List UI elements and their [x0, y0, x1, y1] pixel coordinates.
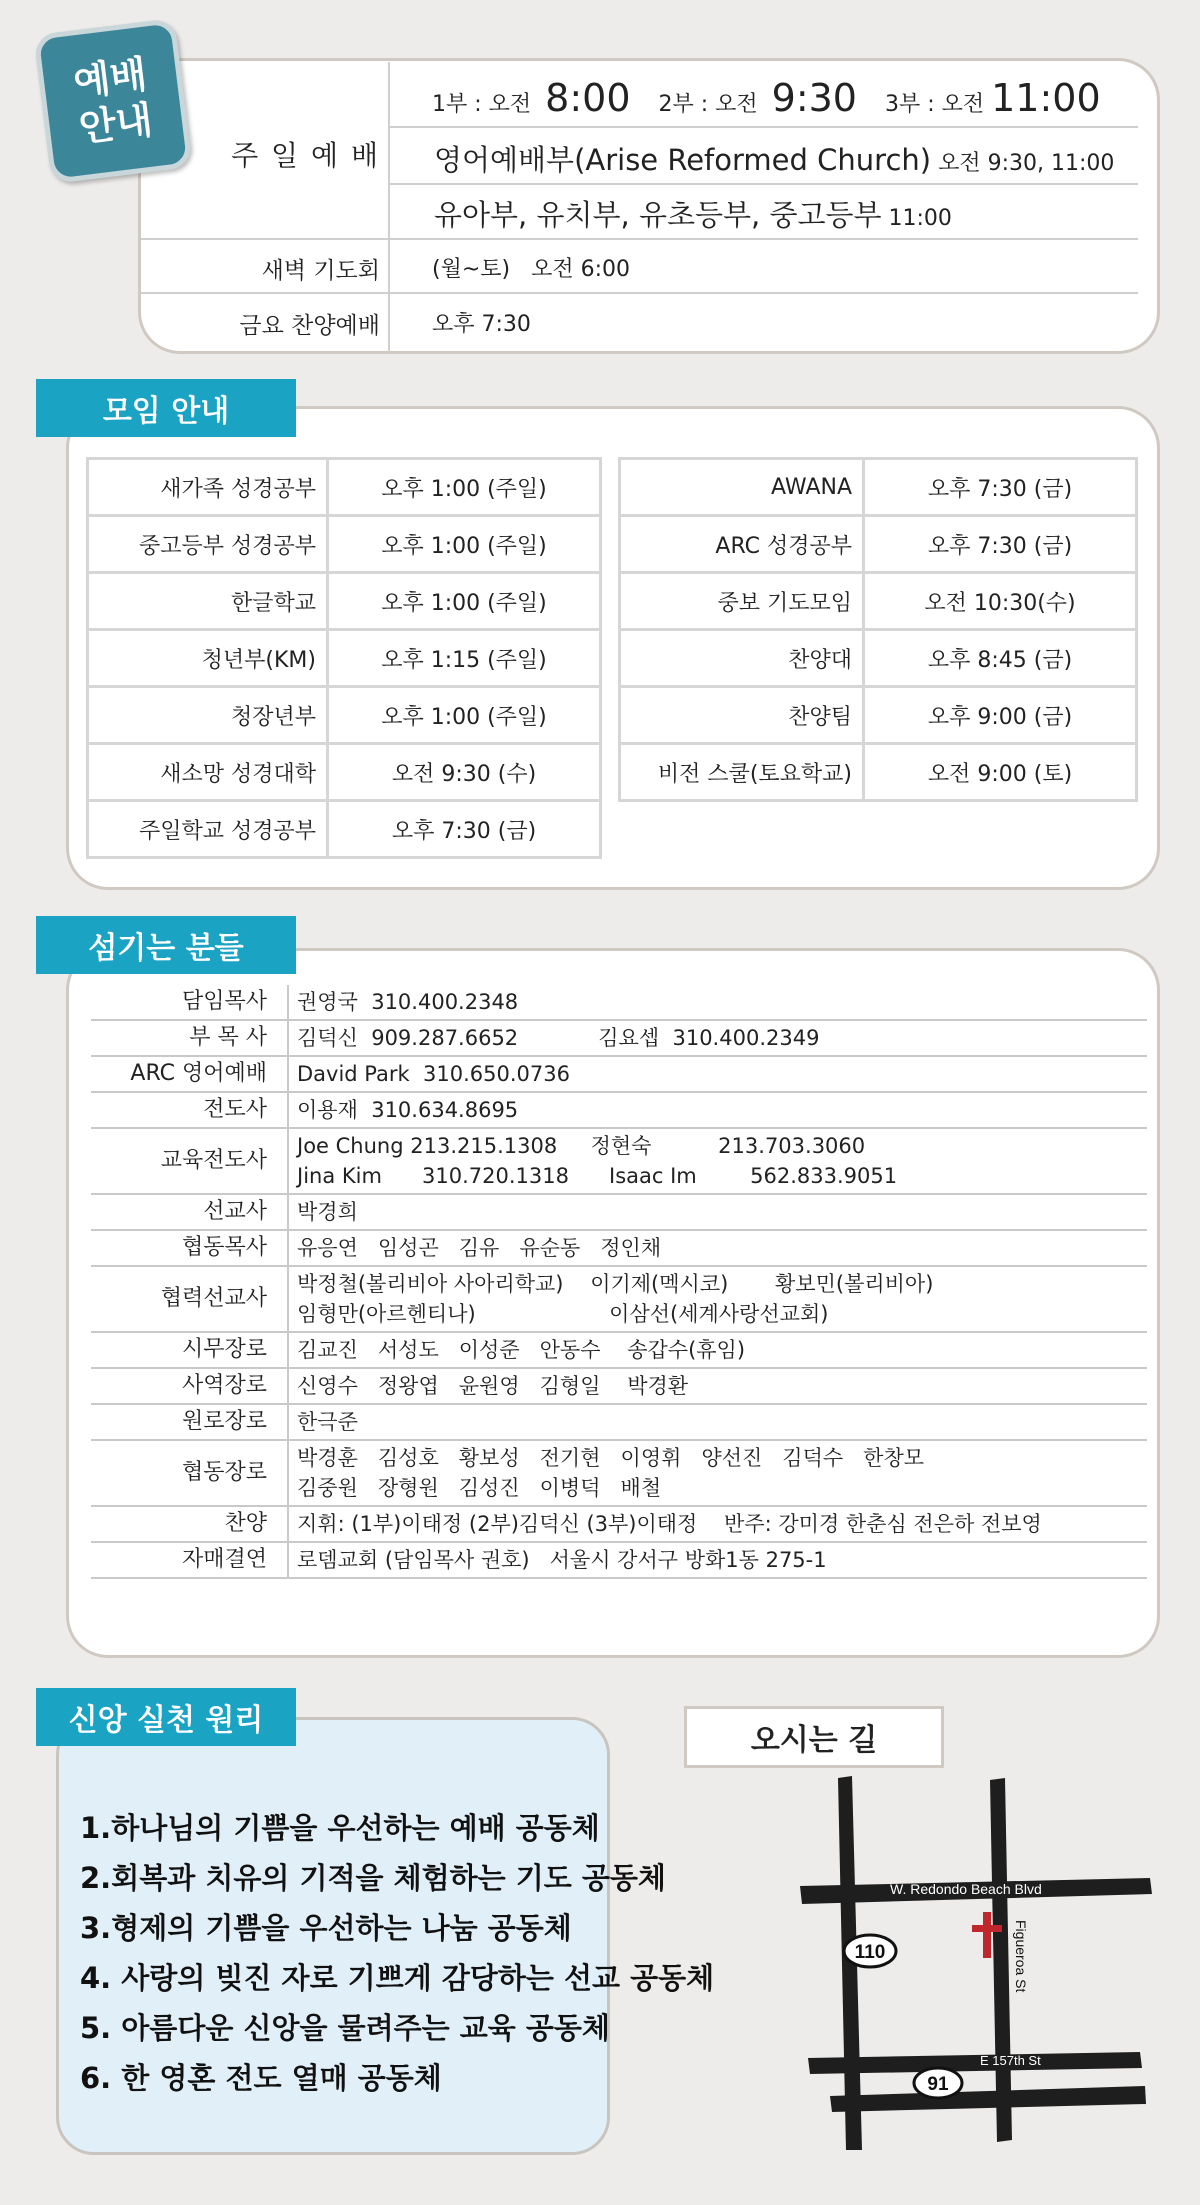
staff-line: 한극준	[297, 1410, 358, 1434]
meeting-name: 청년부(KM)	[88, 630, 328, 687]
staff-line: 김덕신 909.287.6652 김요셉 310.400.2349	[297, 1026, 820, 1050]
dawn-time: 오전 6:00	[531, 257, 630, 282]
staff-row	[91, 1056, 1147, 1092]
faith-item: 4. 사랑의 빚진 자로 기쁘게 감당하는 선교 공동체	[80, 1961, 715, 1995]
road-91-freeway	[830, 2086, 1146, 2112]
faith-title: 신앙 실천 원리	[36, 1688, 296, 1746]
faith-item: 3.형제의 기쁨을 우선하는 나눔 공동체	[80, 1911, 572, 1945]
meeting-time: 오후 1:00 (주일)	[328, 516, 601, 573]
meeting-name: 새가족 성경공부	[88, 459, 328, 516]
service2-label: 2부 : 오전	[658, 92, 758, 117]
meeting-row	[620, 573, 1137, 630]
staff-line: 박경희	[297, 1200, 358, 1224]
staff-role: 선교사	[91, 1194, 288, 1230]
staff-role: 찬양	[91, 1506, 288, 1542]
staff-names	[288, 1404, 1147, 1440]
meetings-table-right	[618, 457, 1138, 802]
staff-line: Jina Kim 310.720.1318 Isaac Im 562.833.9051	[297, 1164, 898, 1188]
meetings-title: 모임 안내	[36, 379, 296, 437]
faith-item: 2.회복과 치유의 기적을 체험하는 기도 공동체	[80, 1861, 666, 1895]
service2-time: 9:30	[771, 76, 857, 120]
meeting-row	[88, 516, 601, 573]
meeting-name: 주일학교 성경공부	[88, 801, 328, 858]
staff-line: 이용재 310.634.8695	[297, 1098, 519, 1122]
staff-names	[288, 985, 1147, 1020]
staff-names	[288, 1194, 1147, 1230]
staff-role: 담임목사	[91, 985, 288, 1020]
meeting-name: 중고등부 성경공부	[88, 516, 328, 573]
english-service-name: 영어예배부(Arise Reformed Church)	[434, 143, 932, 177]
staff-line: 박경훈 김성호 황보성 전기현 이영휘 양선진 김덕수 한창모	[297, 1446, 925, 1470]
meeting-name: 한글학교	[88, 573, 328, 630]
staff-row	[91, 985, 1147, 1020]
street-label-figueroa: Figueroa St	[1013, 1920, 1029, 1993]
faith-item: 6. 한 영혼 전도 열매 공동체	[80, 2061, 442, 2095]
staff-names	[288, 1092, 1147, 1128]
street-label-redondo: W. Redondo Beach Blvd	[890, 1881, 1042, 1897]
meeting-row	[88, 459, 601, 516]
staff-names	[288, 1230, 1147, 1266]
children-time: 11:00	[888, 206, 952, 231]
worship-row-divider	[390, 126, 1138, 128]
staff-row	[91, 1194, 1147, 1230]
staff-role: 협력선교사	[91, 1266, 288, 1332]
meeting-row	[620, 459, 1137, 516]
friday-worship-label: 금요 찬양예배	[239, 313, 380, 339]
meeting-row	[88, 573, 601, 630]
meeting-name: 찬양팀	[620, 687, 864, 744]
service-times	[432, 76, 1101, 120]
meeting-name: AWANA	[620, 459, 864, 516]
staff-names	[288, 1368, 1147, 1404]
worship-row-divider	[141, 292, 1138, 294]
meeting-time: 오후 7:30 (금)	[328, 801, 601, 858]
staff-line: 임형만(아르헨티나) 이삼선(세계사랑선교회)	[297, 1302, 829, 1326]
meeting-time: 오전 10:30(수)	[864, 573, 1137, 630]
staff-role: 교육전도사	[91, 1128, 288, 1194]
meeting-time: 오후 7:30 (금)	[864, 516, 1137, 573]
staff-names	[288, 1440, 1147, 1506]
staff-row	[91, 1542, 1147, 1578]
faith-item: 1.하나님의 기쁨을 우선하는 예배 공동체	[80, 1811, 600, 1845]
directions-title: 오시는 길	[684, 1706, 944, 1768]
staff-line: 지휘: (1부)이태정 (2부)김덕신 (3부)이태정 반주: 강미경 한춘심 전은하 전보영	[297, 1512, 1042, 1536]
street-label-157th: E 157th St	[980, 2053, 1041, 2068]
freeway-91-label: 91	[927, 2074, 949, 2095]
worship-divider	[388, 62, 390, 352]
staff-line: 신영수 정왕엽 윤원영 김형일 박경환	[297, 1374, 689, 1398]
meeting-time: 오후 1:00 (주일)	[328, 573, 601, 630]
meeting-time: 오후 1:00 (주일)	[328, 687, 601, 744]
staff-role: 협동장로	[91, 1440, 288, 1506]
children-services	[434, 193, 952, 234]
staff-row	[91, 1266, 1147, 1332]
staff-line: 로뎀교회 (담임목사 권호) 서울시 강서구 방화1동 275-1	[297, 1548, 827, 1572]
staff-row	[91, 1128, 1147, 1194]
staff-row	[91, 1404, 1147, 1440]
meeting-row	[620, 630, 1137, 687]
service3-label: 3부 : 오전	[884, 92, 985, 117]
staff-role: 자매결연	[91, 1542, 288, 1578]
meeting-time: 오후 1:15 (주일)	[328, 630, 601, 687]
meeting-row	[88, 744, 601, 801]
staff-names	[288, 1266, 1147, 1332]
staff-line: 김중원 장형원 김성진 이병덕 배철	[297, 1476, 662, 1500]
staff-names	[288, 1128, 1147, 1194]
dawn-prayer-time	[432, 252, 630, 283]
staff-role: 협동목사	[91, 1230, 288, 1266]
church-cross-icon	[983, 1912, 991, 1958]
staff-line: 박정철(볼리비아 사아리학교) 이기제(멕시코) 황보민(볼리비아)	[297, 1272, 934, 1296]
staff-row	[91, 1332, 1147, 1368]
staff-line: David Park 310.650.0736	[297, 1062, 570, 1086]
staff-role: 전도사	[91, 1092, 288, 1128]
staff-role: ARC 영어예배	[91, 1056, 288, 1092]
meeting-row	[620, 744, 1137, 801]
worship-badge-line-2: 안내	[76, 97, 155, 151]
meeting-time: 오전 9:30 (수)	[328, 744, 601, 801]
meeting-row	[88, 801, 601, 858]
meeting-time: 오전 9:00 (토)	[864, 744, 1137, 801]
staff-role: 사역장로	[91, 1368, 288, 1404]
meeting-name: 찬양대	[620, 630, 864, 687]
meeting-time: 오후 9:00 (금)	[864, 687, 1137, 744]
church-cross-icon	[972, 1925, 1002, 1932]
meeting-row	[620, 687, 1137, 744]
friday-worship-time: 오후 7:30	[432, 312, 531, 337]
staff-line: 권영국 310.400.2348	[297, 990, 519, 1014]
staff-row	[91, 1368, 1147, 1404]
meeting-time: 오후 1:00 (주일)	[328, 459, 601, 516]
staff-names	[288, 1332, 1147, 1368]
meetings-table-left	[86, 457, 602, 859]
worship-row-divider	[390, 183, 1138, 185]
meeting-name: ARC 성경공부	[620, 516, 864, 573]
staff-line: 김교진 서성도 이성준 안동수 송갑수(휴임)	[297, 1338, 746, 1362]
meeting-row	[88, 687, 601, 744]
meeting-time: 오후 7:30 (금)	[864, 459, 1137, 516]
road-figueroa-st	[990, 1778, 1012, 2142]
dawn-prayer-label: 새벽 기도회	[261, 258, 380, 284]
staff-names	[288, 1506, 1147, 1542]
service1-label: 1부 : 오전	[432, 92, 532, 117]
dawn-days: (월~토)	[432, 257, 511, 282]
freeway-110-label: 110	[854, 1942, 886, 1963]
staff-names	[288, 1542, 1147, 1578]
staff-row	[91, 1092, 1147, 1128]
staff-line: Joe Chung 213.215.1308 정현숙 213.703.3060	[297, 1134, 866, 1158]
children-depts: 유아부, 유치부, 유초등부, 중고등부	[434, 198, 882, 232]
staff-role: 원로장로	[91, 1404, 288, 1440]
english-service	[434, 138, 1114, 179]
worship-row-divider	[141, 238, 1138, 240]
staff-table	[91, 985, 1147, 1579]
english-service-time: 오전 9:30, 11:00	[938, 151, 1115, 176]
faith-item: 5. 아름다운 신앙을 물려주는 교육 공동체	[80, 2011, 610, 2045]
staff-line: 유응연 임성곤 김유 유순동 정인채	[297, 1236, 662, 1260]
meeting-name: 청장년부	[88, 687, 328, 744]
sunday-service-label: 주 일 예 배	[231, 139, 380, 172]
staff-role: 부 목 사	[91, 1020, 288, 1056]
directions-map	[780, 1770, 1160, 2150]
staff-row	[91, 1020, 1147, 1056]
service1-time: 8:00	[545, 76, 631, 120]
meeting-row	[88, 630, 601, 687]
staff-names	[288, 1056, 1147, 1092]
worship-badge-line-1: 예배	[71, 51, 150, 105]
meeting-time: 오후 8:45 (금)	[864, 630, 1137, 687]
staff-role: 시무장로	[91, 1332, 288, 1368]
staff-row	[91, 1506, 1147, 1542]
staff-row	[91, 1230, 1147, 1266]
meeting-name: 중보 기도모임	[620, 573, 864, 630]
staff-names	[288, 1020, 1147, 1056]
meeting-name: 비전 스쿨(토요학교)	[620, 744, 864, 801]
meeting-name: 새소망 성경대학	[88, 744, 328, 801]
service3-time: 11:00	[991, 76, 1101, 120]
meeting-row	[620, 516, 1137, 573]
staff-row	[91, 1440, 1147, 1506]
staff-title: 섬기는 분들	[36, 916, 296, 974]
worship-info-badge	[33, 18, 192, 184]
